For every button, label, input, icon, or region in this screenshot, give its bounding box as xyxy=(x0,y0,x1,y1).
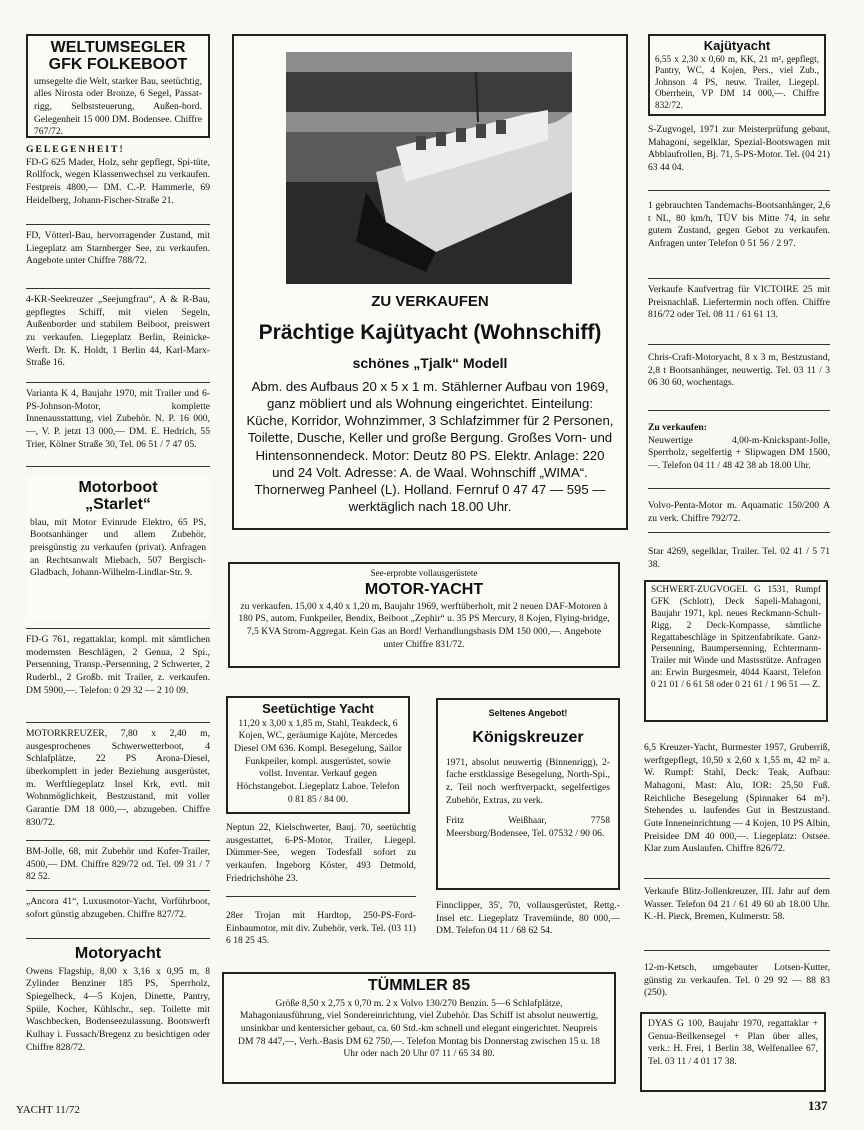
ad-seetuechtige-yacht xyxy=(226,696,410,814)
trojan-text: 28er Trojan mit Hardtop, 250-PS-Ford-Einbaumotor, mit div. Zubehör, verk. Tel. (03 11) 6 18 25 45. xyxy=(226,910,416,947)
kreuzer65-text: 6,5 Kreuzer-Yacht, Burmester 1957, Gruberriß, werftgepflegt, 10,50 x 2,60 x 1,55 m, 42 m² a. W. Rumpf: Stahl, Deck: Teak, Aufbau: Mahagoni, Mast: Alu, IOR: 25,50 Fuß. Reichliche Besegelung (Spinnaker 64 m²). Stehendes u. laufendes Gut in Bestzustand. Gute Inneneinrichtung — 4 Kojen, 10 PS Albin, Preisidee DM 40 000,—. Liegeplatz: Ostsee. Klar zum Auslaufen. Chiffre 826/72. xyxy=(644,742,830,855)
divider xyxy=(26,628,210,629)
ad-ketsch xyxy=(644,962,830,1000)
divider xyxy=(26,382,210,383)
motorkreuzer-text: MOTORKREUZER, 7,80 x 2,40 m, ausgesprochenes Schwerwetterboot, 4 Schlafplätze, 22 PS Arona-Diesel, überkomplett in jeder Beziehung ausgerüstet, m. Werftliegeplatz Insel Krk, evtl. mit Wohnmöglichkeit, Bestzustand, mit voller Garantie DM 18 000,—, abzugeben. Chiffre 830/72. xyxy=(26,728,210,828)
fd-text: FD, Vötterl-Bau, hervorragender Zustand, mit Liegeplatz am Starnberger See, zu verkaufen. Angebote unter Chiffre 788/72. xyxy=(26,230,210,267)
fdg761-text: FD-G 761, regattaklar, kompl. mit sämtlichen modernsten Beschlägen, 2 Genua, 2 Spi., Persenning, Transp.-Persenning, 2 Schwerter, 2 Ruderbl., 2 Großb. mit Trailer, z. verkaufen. DM 5900,—. Telefon: 0 29 32 — 2 10 09. xyxy=(26,634,210,696)
ad-koenigskreuzer xyxy=(436,698,620,890)
blitz-text: Verkaufe Blitz-Jollenkreuzer, III. Jahr auf dem Wasser. Telefon 04 21 / 61 49 60 ab 18.00 Uhr. K.-H. Pieck, Bremen, Kulmerstr. 58. xyxy=(644,886,830,923)
weltumsegler-title: WELTUMSEGLER xyxy=(50,39,186,56)
ad-finnclipper xyxy=(436,900,620,938)
ad-motorkreuzer xyxy=(26,728,210,829)
boat-photo-illustration xyxy=(286,52,572,284)
tjalk-text: Abm. des Aufbaus 20 x 5 x 1 m. Stählerner Aufbau von 1969, ganz möbliert und als Wohnung eingerichtet. Einteilung: Küche, Korridor, Wohnzimmer, 3 Schlafzimmer für 2 Personen, Toilette, Dusche, Keller und große Bergung. Großes Vorn- und Hintensonnendeck. Motor: Deutz 80 PS. Elektr. Anlage: 220 und 24 Volt. Adresse: A. de Waal. Wohnschiff „WIMA“. Thornerweg Panheel (L). Holland. Fernruf 0 47 47 — 595 — werktäglich nach 18.00 Uhr. xyxy=(246,379,614,515)
tandem-text: 1 gebrauchten Tandemachs-Bootsanhänger, 2,6 t NL, 80 km/h, TÜV bis Mitte 74, in sehr gutem Zustand, gegen Gebot zu verkaufen. Anfragen unter Telefon 0 51 56 / 2 97. xyxy=(648,200,830,249)
chriscraft-text: Chris-Craft-Motoryacht, 8 x 3 m, Bestzustand, 2,8 t Bootsanhänger, neuwertig. Tel. 03 11 / 3 06 30 60, wochentags. xyxy=(648,352,830,389)
koenig-title: Königskreuzer xyxy=(472,728,584,746)
ad-motorboot-starlet xyxy=(26,476,210,622)
divider xyxy=(648,344,830,345)
ad-star xyxy=(648,546,830,571)
kr-text: 4-KR-Seekreuzer „Seejungfrau“, A & R-Bau, gepflegtes Schiff, mit vielen Segeln, Außenborder und stabilem Beiboot, preiswert zu verkaufen. Liegeplatz Berlin, Reinicke-Werft. Dr. K. Holdt, 1 Berlin 44, Karl-Marx-Straße 16. xyxy=(26,294,210,369)
ad-tjalk-wohnschiff xyxy=(232,34,628,530)
schwert-text: SCHWERT-ZUGVOGEL G 1531, Rumpf GFK (Schlott), Deck Sapeli-Mahagoni, Baujahr 1971, kpl. neues Reckmann-Schult-Rigg, 2 Deck-Kompasse, sämtliche Regattabeschläge in Spitzenfabrikate. Ganz-Persenning, Baumpersenning, Echtermann-Trailer mit Winde und Mastsstütze. Anfragen an: Erwin Burgesmeir, 4044 Kaarst, Telefon 0 21 01 / 6 61 58 oder 0 21 61 / 1 96 51 — Z. xyxy=(651,585,821,691)
ad-weltumsegler xyxy=(26,34,210,138)
neptun-text: Neptun 22, Kielschwerter, Bauj. 70, seetüchtig ausgestattet, 6-PS-Motor, Trailer, Liegepl. Dümmer-See, wegen Todesfall sofort zu verkaufen. Ingeborg Köster, 493 Detmold, Friedrichshöhe 23. xyxy=(226,822,416,884)
ad-tuemmler-85 xyxy=(222,972,616,1084)
divider xyxy=(648,410,830,411)
ad-schwert-zugvogel xyxy=(644,580,828,722)
divider xyxy=(648,532,830,533)
motorboot-subtitle: „Starlet“ xyxy=(85,495,151,513)
koenig-text: 1971, absolut neuwertig (Binnenrigg), 2-fache erstklassige Besegelung, North-Spi., z. Teil noch werftverpackt, segelfertiges Zubehör, Extras, zu verk. xyxy=(446,756,610,806)
tjalk-subtitle: schönes „Tjalk“ Modell xyxy=(352,355,508,371)
divider xyxy=(644,878,830,879)
gelegenheit-text: FD-G 625 Mader, Holz, sehr gepflegt, Spi-tüte, Rollfock, wegen Klassenwechsel zu verkaufen. Festpreis 4800,— DM. C.-P. Hammerle, 69 Heidelberg, Johann-Fischer-Straße 21. xyxy=(26,156,210,206)
ad-gelegenheit xyxy=(26,144,210,207)
divider xyxy=(26,288,210,289)
boat-photo xyxy=(286,52,572,284)
divider xyxy=(226,896,416,897)
ad-volvo-penta xyxy=(648,500,830,525)
kajuetyacht-text: 6,55 x 2,30 x 0,60 m, KK, 21 m², gepflegt, Pantry, WC, 4 Kojen, Pers., viel Zub., Johnson 4 PS, neuw. Trailer, Liegepl. Oberrhein, VP DM 14 000,—. Chiffre 832/72. xyxy=(655,53,819,110)
divider xyxy=(26,938,210,939)
ancora-text: „Ancora 41“, Luxusmotor-Yacht, Vorführboot, sofort günstig abzugeben. Chiffre 827/72. xyxy=(26,896,210,920)
victoire-text: Verkaufe Kaufvertrag für VICTOIRE 25 mit Preisnachlaß. Liefertermin noch offen. Chiffre 816/72 oder Tel. 08 11 / 61 61 13. xyxy=(648,284,830,321)
ad-tandem xyxy=(648,200,830,251)
ad-bm-jolle xyxy=(26,846,210,884)
tjalk-zu-verkaufen: ZU VERKAUFEN xyxy=(371,293,489,310)
ad-kreuzer-yacht xyxy=(644,742,830,856)
ad-kr-seekreuzer xyxy=(26,294,210,370)
ad-motoryacht-owens xyxy=(26,946,210,1054)
finnclipper-text: Finnclipper, 35', 70, vollausgerüstet, Rettg.-Insel etc. Liegeplatz Travemünde, 80 000,— DM. Telefon 04 11 / 68 62 54. xyxy=(436,900,620,937)
ad-dyas xyxy=(640,1012,826,1092)
tjalk-title: Prächtige Kajütyacht (Wohnschiff) xyxy=(258,321,602,344)
motoryacht-owens-title: Motoryacht xyxy=(74,945,162,962)
zuverkaufen-head: Zu verkaufen: xyxy=(648,422,707,433)
tuemmler-text: Größe 8,50 x 2,75 x 0,70 m. 2 x Volvo 130/270 Benzin. 5—6 Schlafplätze, Mahagoniausführung, viel Sondereinrichtung, viel Zubehör. Das Schiff ist absolut neuwertig, unsinkbar und kentersicher gebaut, ca. 60 Std.-km schnell und elegant eingerichtet. Neupreis DM 78 447,—, Verh.-Basis DM 62 750,—. Telefon Montag bis Donnerstag zwischen 15 u. 18 Uhr oder nach 20 Uhr 07 11 / 65 34 80. xyxy=(238,997,600,1060)
kajuetyacht-title: Kajütyacht xyxy=(703,38,771,53)
ad-fdg761 xyxy=(26,634,210,697)
divider xyxy=(26,224,210,225)
bmjolle-text: BM-Jolle, 68, mit Zubehör und Kufer-Trailer, 4500,— DM. Chiffre 829/72 od. Tel. 09 31 / 7 82 52. xyxy=(26,846,210,883)
ad-neptun xyxy=(226,822,416,885)
ad-s-zugvogel xyxy=(648,124,830,175)
divider xyxy=(26,890,210,891)
seetuechtig-text: 11,20 x 3,00 x 1,85 m, Stahl, Teakdeck, 6 Kojen, WC, geräumige Kajüte, Mercedes Diesel OM 636. Kompl. Besegelung, Sailor Funkpeiler, kompl. ausgerüstet, sowie vollst. Inventar. Verkauf gegen Höchstangebot. Liegeplatz Laboe. Telefon 0 81 85 / 84 00. xyxy=(234,717,402,805)
szugvogel-text: S-Zugvogel, 1971 zur Meisterprüfung gebaut, Mahagoni, segelklar, Spezial-Bootswagen mit Abblaufrollen, Bj. 71, 5-PS-Motor. Tel. (04 21) 63 44 04. xyxy=(648,124,830,173)
ad-motor-yacht xyxy=(228,562,620,668)
divider xyxy=(26,466,210,467)
volvo-text: Volvo-Penta-Motor m. Aquamatic 150/200 A zu verk. Chiffre 792/72. xyxy=(648,500,830,524)
motorboot-title: Motorboot xyxy=(78,479,158,496)
ad-victoire xyxy=(648,284,830,322)
divider xyxy=(648,488,830,489)
motor-yacht-title: MOTOR-YACHT xyxy=(364,580,484,598)
motorboot-text: blau, mit Motor Evinrude Elektro, 65 PS, Bootsanhänger und allem Zubehör, preisgünstig zu verkaufen (privat). Anfragen an Rechtsanwalt Miebach, 507 Bergisch-Gladbach, Johann-Wilhelm-Lindlar-Str. 9. xyxy=(30,516,206,579)
ad-blitz xyxy=(644,886,830,924)
ad-ancora xyxy=(26,896,210,921)
koenig-pre: Seltenes Angebot! xyxy=(488,708,568,718)
footer-page-number: 137 xyxy=(808,1098,828,1113)
tuemmler-title: TÜMMLER 85 xyxy=(367,977,471,994)
ketsch-text: 12-m-Ketsch, umgebauter Lotsen-Kutter, günstig zu verkaufen. Tel. 0 29 92 — 88 83 (250). xyxy=(644,962,830,999)
footer-magazine: YACHT 11/72 xyxy=(16,1104,80,1116)
motor-yacht-text: zu verkaufen. 15,00 x 4,40 x 1,20 m, Baujahr 1969, werftüberholt, mit 2 neuen DAF-Motoren à 180 PS, autom. Funkpeiler, Bendix, Beiboot „Zephir“ u. 35 PS Mercury, 8 Kojen, Flying-bridge, 7,5 KVA Strom-Aggregat. Kein Gas an Bord! Verhandlungsbasis DM 150 000,—. Angebote unter Chiffre 831/72. xyxy=(238,600,610,650)
star-text: Star 4269, segelklar, Trailer. Tel. 02 41 / 5 71 38. xyxy=(648,546,830,570)
koenig-contact: Fritz Weißhaar, 7758 Meersburg/Bodensee, Tel. 07532 / 90 06. xyxy=(446,815,610,839)
divider xyxy=(644,950,830,951)
ad-trojan xyxy=(226,910,416,948)
weltumsegler-subtitle: GFK FOLKEBOOT xyxy=(48,55,188,73)
ad-fd xyxy=(26,230,210,268)
motor-yacht-pre: See-erprobte vollausgerüstete xyxy=(370,568,478,578)
gelegenheit-head: GELEGENHEIT! xyxy=(26,144,125,155)
varianta-text: Varianta K 4, Baujahr 1970, mit Trailer und 6-PS-Johnson-Motor, komplette Innenausstattung, viel Zubehör. N. P. 16 000,—, V. P. jetzt 13 000,— DM. E. Hedrich, 55 Trier, Kölner Straße 30, Tel. 06 51 / 7 47 05. xyxy=(26,388,210,450)
seetuechtig-title: Seetüchtige Yacht xyxy=(262,701,374,716)
weltumsegler-text: umsegelte die Welt, starker Bau, seetüchtig, alles Nirosta oder Bronze, 6 Segel, Passat-rigg, Selbststeuerung, Außen-bord. Gelegenheit 15 000 DM. Bodensee. Chiffre 767/72. xyxy=(34,75,202,138)
divider xyxy=(648,278,830,279)
ad-varianta xyxy=(26,388,210,451)
dyas-text: DYAS G 100, Baujahr 1970, regattaklar + Genua-Beilkensegel + Plan über alles, verk.: H. Frei, 1 Berlin 38, Welfenallee 67, Tel. 03 11 / 4 01 17 38. xyxy=(648,1018,818,1067)
divider xyxy=(26,722,210,723)
ad-chris-craft xyxy=(648,352,830,390)
zuverkaufen-text: Neuwertige 4,00-m-Knickspant-Jolle, Sperrholz, segelfertig + Slipwagen DM 1500,—. Telefon 04 11 / 48 42 38 ab 18.00 Uhr. xyxy=(648,434,830,471)
divider xyxy=(648,190,830,191)
ad-zu-verkaufen-jolle xyxy=(648,422,830,473)
divider xyxy=(26,840,210,841)
motoryacht-owens-text: Owens Flagship, 8,00 x 3,16 x 0,95 m, 8 Zylinder Benziner 185 PS, Sperrholz, Spiegelheck, 4—5 Kojen, Dinette, Pantry, Spüle, Kocher, Kühlschr., sep. Toilette mit Waschbecken, Bodenseezulassung. Bootswerft Kulhay i. Fussach/Bregenz zu besichtigen oder Chiffre 828/72. xyxy=(26,965,210,1053)
ad-kajuetyacht xyxy=(648,34,826,116)
